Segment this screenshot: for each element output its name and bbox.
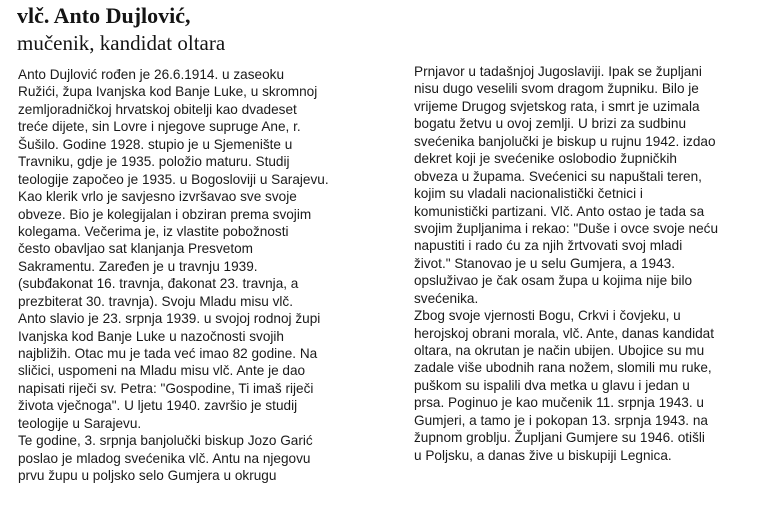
text-line: često obavljao sat klanjanja Presvetom [18,241,253,257]
document-subtitle: mučenik, kandidat oltara [17,31,226,55]
text-line: puškom su ispalili dva metka u glavu i jedan u [414,377,690,393]
document-title: vlč. Anto Dujlović, [17,3,191,28]
text-line: Te godine, 3. srpnja banjolučki biskup Jozo Garić [18,433,313,449]
text-line: sličici, uspomeni na Mladu misu vlč. Ante je dao [18,363,306,379]
text-line: Šušilo. Godine 1928. stupio je u Sjemenište u [18,136,293,152]
text-line: napustiti i rado ću za njih žrtvovati svoj mladi [414,238,683,254]
text-line: (subđakonat 16. travnja, đakonat 23. travnja, a [18,276,299,292]
text-line: Anto slavio je 23. srpnja 1939. u svojoj rodnoj župi [18,311,321,327]
text-line: vrijeme Drugog svjetskog rata, i smrt je uzimala [414,98,700,114]
text-line: prsa. Poginuo je kao mučenik 11. srpnja 1943. u [414,395,704,411]
text-line: župnom groblju. Župljani Gumjere su 1946. otišli [414,430,705,446]
text-line: opsluživao je čak osam župa u kojima nije bilo [414,273,693,289]
text-line: Zbog svoje vjernosti Bogu, Crkvi i čovjeku, u [414,308,681,324]
text-line: kojim su vladali nacionalistički četnici i [414,186,643,202]
text-line: nisu dugo veselili svom dragom župniku. Bilo je [414,81,699,97]
text-line: bogatu žetvu u ovoj zemlji. U brizi za sudbinu [414,116,687,132]
text-line: Sakramentu. Zaređen je u travnju 1939. [18,258,258,274]
text-line: komunistički partizani. Vlč. Anto ostao je tada sa [414,203,705,219]
text-line: herojskoj obrani morala, vlč. Ante, danas kandidat [414,325,714,341]
text-line: Travniku, gdje je 1935. položio maturu. Studij [18,154,290,170]
text-line: života vječnoga". U ljetu 1940. završio je studij [18,398,298,414]
text-line: u Poljsku, a danas žive u biskupiji Legnica. [414,447,672,463]
text-line: obveze. Bio je kolegijalan i obziran prema svojim [18,206,312,222]
text-line: najbližih. Otac mu je tada već imao 82 godine. Na [18,346,318,361]
text-line: zadale više ubodnih rana nožem, slomili mu ruke, [414,360,712,376]
text-line: oltara, na okrutan je način ubijen. Ubojice su mu [414,343,705,358]
text-line: zemljoradničkoj hrvatskoj obitelji kao dvadeset [18,101,297,117]
text-line: poslao je mladog svećenika vlč. Antu na njegovu [18,450,311,466]
text-line: Ružići, župa Ivanjska kod Banje Luke, u skromnoj [18,84,318,100]
text-line: svećenika banjolučki je biskup u rujnu 1942. izdao [414,133,716,149]
text-line: Ivanjska kod Banje Luke u nazočnosti svojih [18,328,284,344]
left-text-column [18,66,363,485]
text-line: teologije u Sarajevu. [18,415,142,431]
text-line: treće dijete, sin Lovre i njegove supruge Ane, r. [18,119,301,135]
text-line: prvu župu u poljsko selo Gumjera u okrugu [18,468,277,484]
text-line: teologije započeo je 1935. u Bogosloviji u Sarajevu. [18,171,329,187]
right-text-column [414,63,754,464]
text-line: dekret koji je svećenike oslobodio župničkih [414,151,677,167]
text-line: kolegama. Večerima je, iz vlastite pobožnosti [18,223,289,239]
text-line: život." Stanovao je u selu Gumjera, a 1943. [414,255,675,271]
text-line: napisati riječi sv. Petra: "Gospodine, Ti imaš riječi [18,380,314,396]
text-line: Kao klerik vrlo je savjesno izvršavao sve svoje [18,189,297,205]
text-line: Gumjeri, a tamo je i pokopan 13. srpnja 1943. na [414,412,708,428]
text-line: svojim župljanima i rekao: "Duše i ovce svoje neću [414,220,719,236]
text-line: svećenika. [414,290,479,306]
text-line: obveza u župama. Svećenici su napuštali teren, [414,168,702,184]
text-line: prezbiterat 30. travnja). Svoju Mladu misu vlč. [18,293,294,309]
text-line: Anto Dujlović rođen je 26.6.1914. u zaseoku [18,67,285,82]
text-line: Prnjavor u tadašnjoj Jugoslaviji. Ipak se župljani [414,64,702,79]
